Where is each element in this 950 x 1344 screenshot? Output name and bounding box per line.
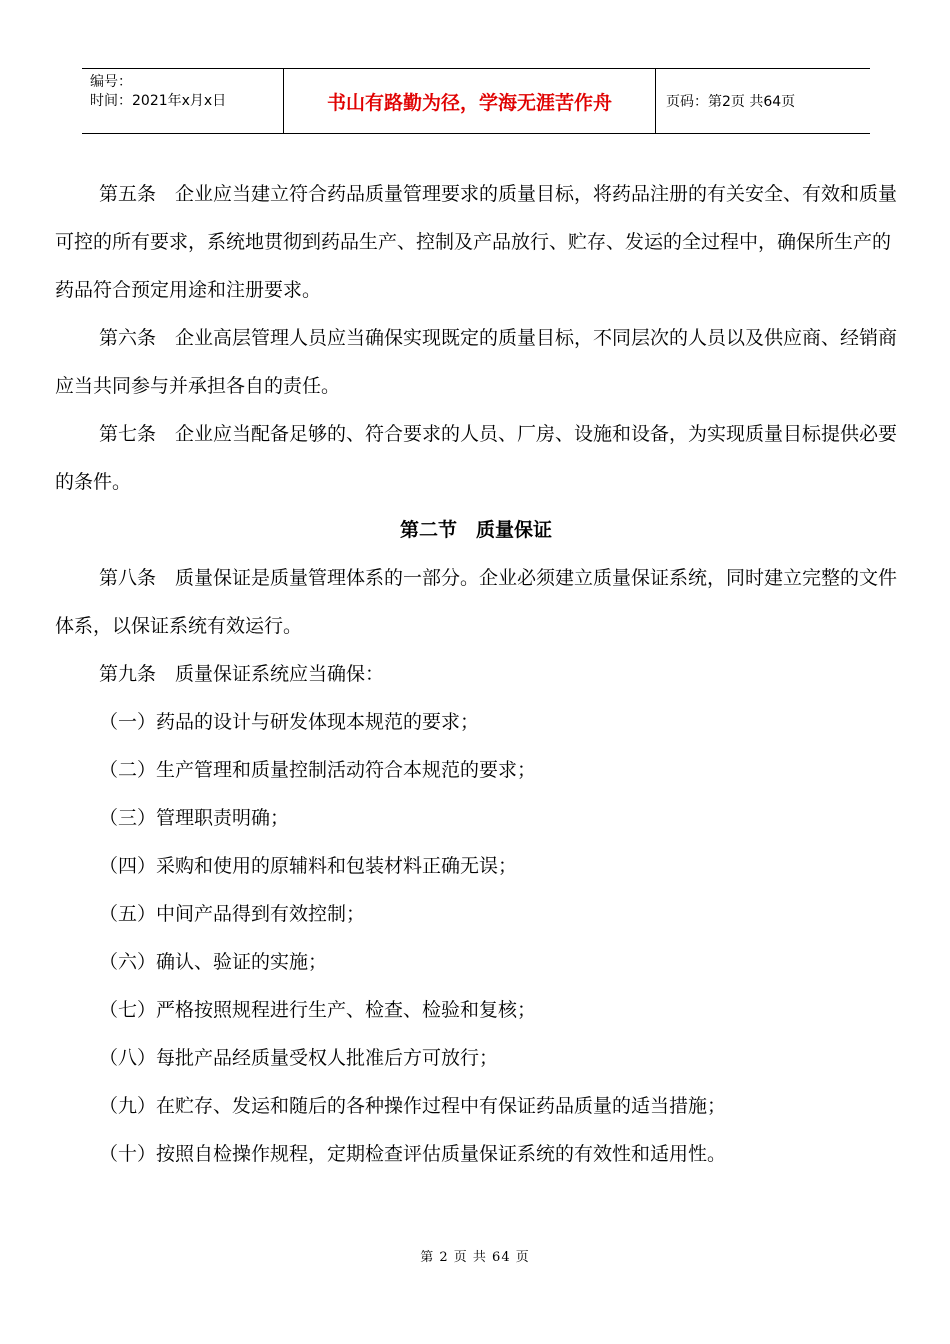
- list-item: （四）采购和使用的原辅料和包装材料正确无误；: [99, 855, 518, 877]
- list-item: （六）确认、验证的实施；: [99, 951, 328, 973]
- list-item: （九）在贮存、发运和随后的各种操作过程中有保证药品质量的适当措施；: [99, 1095, 727, 1117]
- article-5: 第五条 企业应当建立符合药品质量管理要求的质量目标，将药品注册的有关安全、有效和质量可控的所有要求，系统地贯彻到药品生产、控制及产品放行、贮存、发运的全过程中，确保所生产的药品符合预定用途和注册要求。: [55, 183, 898, 301]
- header-page-info: 页码：第2页 共64页: [666, 94, 796, 110]
- list-item: （十）按照自检操作规程，定期检查评估质量保证系统的有效性和适用性。: [99, 1143, 727, 1165]
- article-6: 第六条 企业高层管理人员应当确保实现既定的质量目标，不同层次的人员以及供应商、经销商应当共同参与并承担各自的责任。: [55, 327, 898, 397]
- page-header: [82, 68, 870, 134]
- article-9: 第九条 质量保证系统应当确保：: [99, 663, 385, 685]
- document-body: [55, 170, 897, 1178]
- document-number-label: 编号：: [90, 74, 132, 90]
- article-7: 第七条 企业应当配备足够的、符合要求的人员、厂房、设施和设备，为实现质量目标提供必要的条件。: [55, 423, 898, 493]
- header-meta: [82, 69, 283, 133]
- list-item: （七）严格按照规程进行生产、检查、检验和复核；: [99, 999, 537, 1021]
- list-item: （三）管理职责明确；: [99, 807, 290, 829]
- section-heading: 第二节 质量保证: [399, 519, 552, 541]
- header-motto: 书山有路勤为径，学海无涯苦作舟: [283, 69, 656, 133]
- list-item: （五）中间产品得到有效控制；: [99, 903, 366, 925]
- document-date: 时间：2021年x月x日: [90, 93, 227, 109]
- list-item: （八）每批产品经质量受权人批准后方可放行；: [99, 1047, 499, 1069]
- list-item: （一）药品的设计与研发体现本规范的要求；: [99, 711, 480, 733]
- page-footer: 第 2 页 共 64 页: [420, 1250, 530, 1265]
- article-8: 第八条 质量保证是质量管理体系的一部分。企业必须建立质量保证系统，同时建立完整的文件体系，以保证系统有效运行。: [55, 567, 898, 637]
- list-item: （二）生产管理和质量控制活动符合本规范的要求；: [99, 759, 537, 781]
